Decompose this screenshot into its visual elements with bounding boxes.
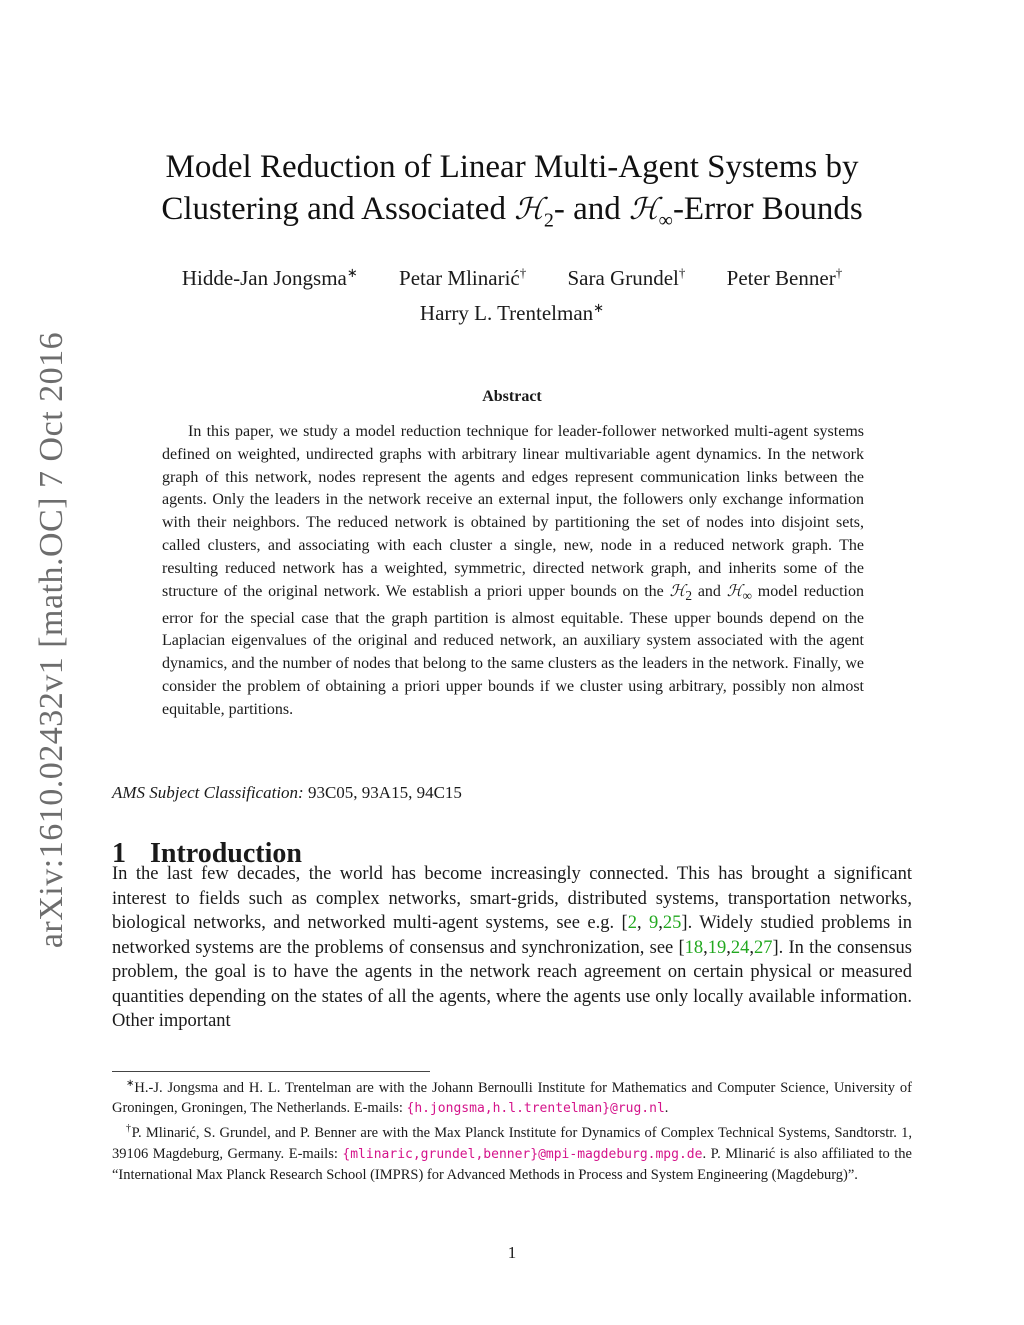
ams-classification xyxy=(112,783,462,803)
arxiv-sidebar xyxy=(32,331,72,949)
footnote-text: . P. Mlinarić is also affiliated to the “International Max Planck Research School (IMPRS) for Advanced Methods in Process and System Engineering (Magdeburg)”. xyxy=(112,1145,912,1183)
footnote-text: . xyxy=(664,1100,669,1117)
body-text: ]. Widely studied problems in networked systems are the problems of consensus and synchronization, see [ xyxy=(112,913,912,958)
body-text: In the last few decades, the world has become increasingly connected. This has brought a significant interest to fields such as complex networks, smart-grids, distributed systems, transportation networks, biological networks, and networked multi-agent systems, see e.g. [ xyxy=(112,864,912,933)
author-mark: † xyxy=(678,265,686,280)
page-number: 1 xyxy=(507,1243,517,1262)
author-row-1 xyxy=(100,258,924,293)
footnotes xyxy=(112,1074,912,1185)
body-text: , xyxy=(749,937,755,958)
body-text: , xyxy=(636,913,642,933)
citation-link[interactable]: 25 xyxy=(662,913,682,933)
author-mark: † xyxy=(519,265,527,280)
paper-title xyxy=(100,146,924,242)
h-symbol: ℋ xyxy=(629,192,659,227)
citation-link[interactable]: 24 xyxy=(730,937,750,958)
author xyxy=(568,266,686,290)
author-mark: ∗ xyxy=(593,300,605,315)
h-symbol: ℋ xyxy=(669,582,686,600)
author xyxy=(182,266,358,290)
abstract-text: and xyxy=(692,582,727,600)
email-link[interactable]: {mlinaric,grundel,benner}@mpi-magdeburg.mpg.de xyxy=(342,1146,703,1162)
hinf-subscript: ∞ xyxy=(742,587,753,603)
citation-link[interactable]: 18 xyxy=(684,937,704,958)
introduction-paragraph xyxy=(112,862,912,1034)
hinf-subscript: ∞ xyxy=(658,209,673,232)
citation-link[interactable]: 2 xyxy=(627,913,637,933)
h-symbol: ℋ xyxy=(514,192,544,227)
footnote-2 xyxy=(112,1119,912,1185)
ams-label: AMS Subject Classification: xyxy=(112,783,304,802)
author-name: Hidde-Jan Jongsma xyxy=(181,266,347,290)
citation-link[interactable]: 27 xyxy=(754,937,773,958)
body-text: , xyxy=(658,913,663,933)
section-title: Introduction xyxy=(150,838,302,869)
email-link[interactable]: {h.jongsma,h.l.trentelman}@rug.nl xyxy=(406,1101,665,1117)
footnote-text: P. Mlinarić, S. Grundel, and P. Benner are with the Max Planck Institute for Dynamics of Complex Technical Systems, Sandtorstr. 1, 39106 Magdeburg, Germany. E-mails: xyxy=(112,1125,913,1162)
body-text: ]. In the consensus problem, the goal is to have the agents in the network reach agreement on certain physical or measured quantities depending on the states of all the agents, where the agents use only locally available information. Other important xyxy=(112,937,912,1031)
footnote-text: H.-J. Jongsma and H. L. Trentelman are with the Johann Bernoulli Institute for Mathematics and Computer Science, University of Groningen, Groningen, The Netherlands. E-mails: xyxy=(112,1079,912,1117)
title-text: - and xyxy=(553,191,630,227)
title-line-1: Model Reduction of Linear Multi-Agent Systems by xyxy=(165,149,859,185)
author xyxy=(399,266,526,290)
author-row-2 xyxy=(100,293,924,328)
abstract-heading: Abstract xyxy=(482,388,542,405)
body-text: , xyxy=(703,937,708,958)
ams-codes: 93C05, 93A15, 94C15 xyxy=(303,783,462,802)
footnote-mark: † xyxy=(126,1123,132,1135)
abstract-body xyxy=(162,421,864,722)
title-text: -Error Bounds xyxy=(672,191,863,227)
author-name: Sara Grundel xyxy=(567,266,679,290)
footnote-1 xyxy=(112,1074,912,1119)
author-list xyxy=(100,258,924,328)
author-mark: † xyxy=(835,265,843,280)
h2-subscript: 2 xyxy=(543,209,554,232)
citation-link[interactable]: 9 xyxy=(649,913,659,933)
arxiv-identifier: arXiv:1610.02432v1 [math.OC] 7 Oct 2016 xyxy=(33,331,70,949)
author-name: Peter Benner xyxy=(726,266,836,290)
author xyxy=(727,266,843,290)
body-text: , xyxy=(726,937,731,958)
abstract-text: model reduction error for the special case that the graph partition is almost equitable. These upper bounds depend on the Laplacian eigenvalues of the original and reduced network, an auxiliary system associated with the agent dynamics, and the number of nodes that belong to the same clusters as the leaders in the network. Finally, we consider the problem of obtaining a priori upper bounds if we cluster using arbitrary, possibly non almost equitable, partitions. xyxy=(162,582,864,718)
author-mark: ∗ xyxy=(346,265,358,280)
author-name: Harry L. Trentelman xyxy=(419,301,594,325)
section-number: 1 xyxy=(112,838,126,869)
h2-subscript: 2 xyxy=(685,587,693,603)
h-symbol: ℋ xyxy=(726,582,743,600)
citation-link[interactable]: 19 xyxy=(707,937,727,958)
footnote-mark: ∗ xyxy=(126,1078,135,1089)
abstract-text: In this paper, we study a model reduction technique for leader-follower networked multi-agent systems defined on weighted, undirected graphs with arbitrary linear multivariable agent dynamics. In the network graph of this network, nodes represent the agents and edges represent communication links between the agents. Only the leaders in the network receive an external input, the followers only exchange information with their neighbors. The reduced network is obtained by partitioning the set of nodes into disjoint sets, called clusters, and associating with each cluster a single, new, node in a reduced network graph. The resulting reduced network has a weighted, symmetric, directed network graph, and inherits some of the structure of the original network. We establish a priori upper bounds on the xyxy=(162,423,864,600)
footnote-rule xyxy=(112,1071,430,1072)
title-line-2 xyxy=(100,188,924,242)
title-text: Clustering and Associated xyxy=(161,191,515,227)
author-name: Petar Mlinarić xyxy=(399,266,520,290)
